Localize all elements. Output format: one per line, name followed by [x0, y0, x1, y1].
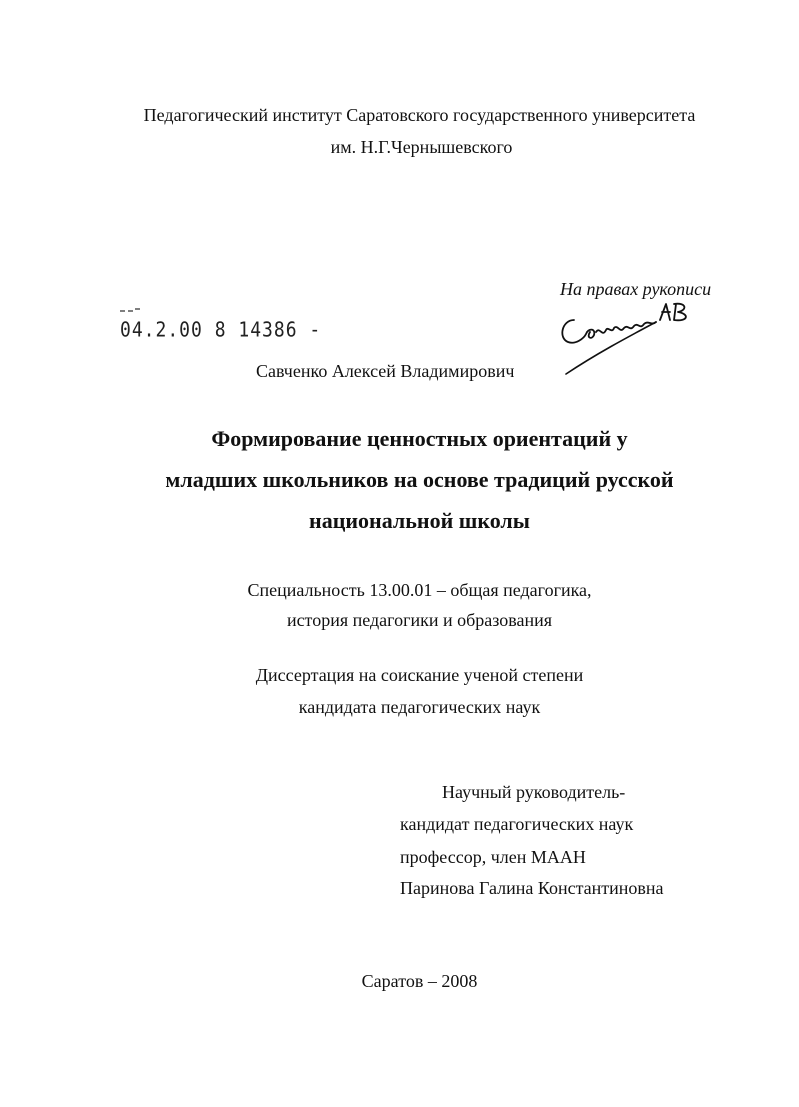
author-name: Савченко Алексей Владимирович — [256, 361, 515, 381]
dissertation-title-line-1: Формирование ценностных ориентаций у — [211, 426, 628, 451]
degree-line-2: кандидата педагогических наук — [298, 697, 541, 717]
handwritten-signature — [556, 298, 706, 378]
dissertation-title-line-3: национальной школы — [309, 508, 530, 533]
institution-line-1: Педагогический институт Саратовского государственного университета — [143, 105, 696, 125]
institution-line-2: им. Н.Г.Чернышевского — [330, 137, 513, 157]
supervisor-position: профессор, член МААН — [400, 847, 586, 867]
dissertation-title-line-2: младших школьников на основе традиций русской — [165, 467, 674, 492]
supervisor-degree: кандидат педагогических наук — [400, 814, 634, 834]
supervisor-role: Научный руководитель- — [442, 782, 626, 802]
degree-line-1: Диссертация на соискание ученой степени — [255, 665, 584, 685]
city-year: Саратов – 2008 — [361, 971, 478, 991]
archive-stamp-number: 04.2.00 8 14386 - — [120, 318, 322, 343]
manuscript-note: На правах рукописи — [560, 279, 712, 299]
specialty-line-1: Специальность 13.00.01 – общая педагогика, — [247, 580, 592, 600]
supervisor-name: Паринова Галина Константиновна — [400, 878, 664, 898]
specialty-line-2: история педагогики и образования — [286, 610, 553, 630]
stamp-mark-icon — [119, 306, 141, 314]
